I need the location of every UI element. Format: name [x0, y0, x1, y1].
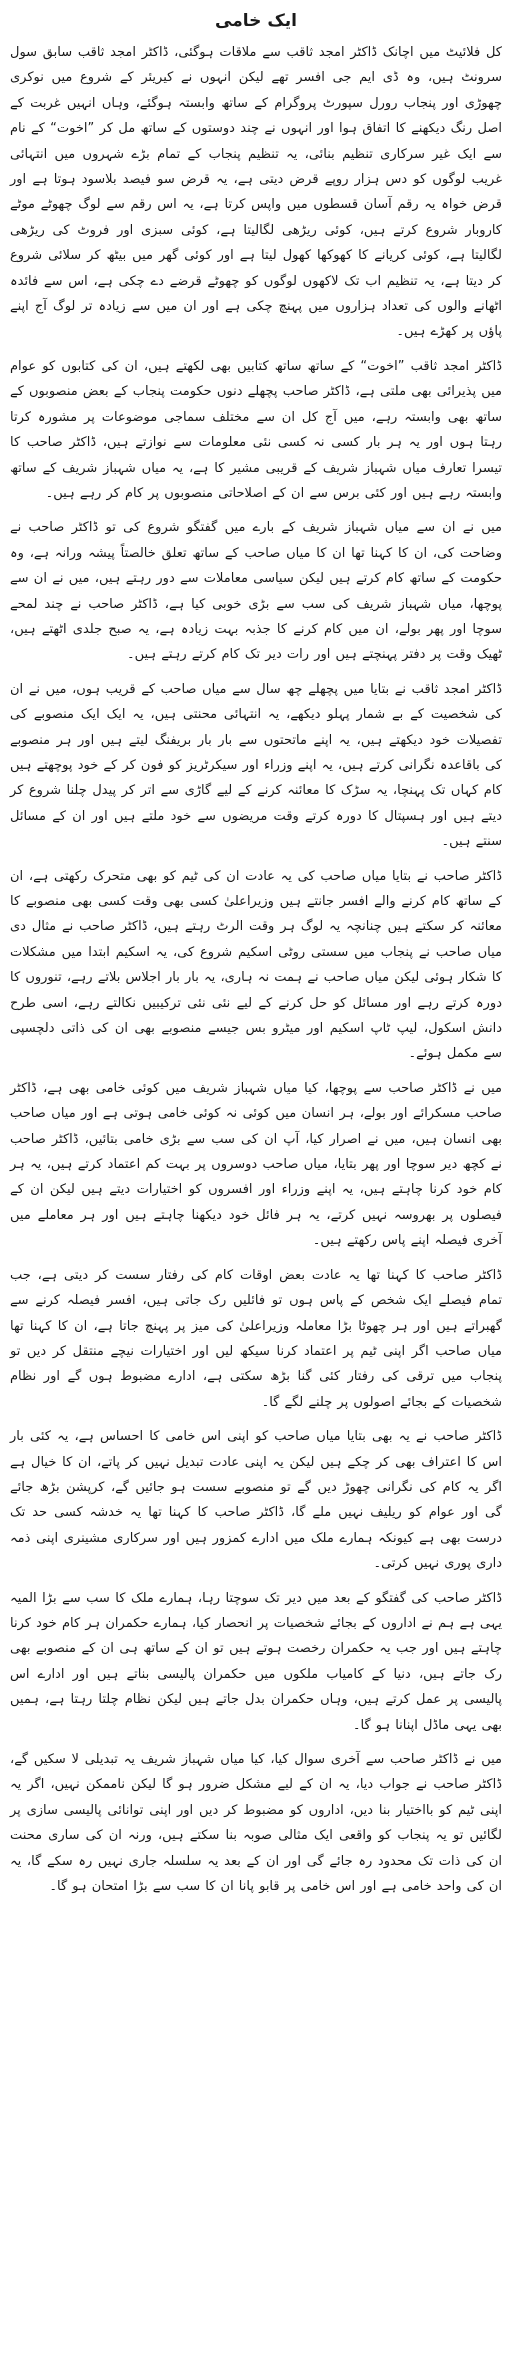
article-paragraph-1: کل فلائیٹ میں اچانک ڈاکٹر امجد ثاقب سے ملاقات ہوگئی، ڈاکٹر امجد ثاقب سابق سول سرونٹ ہیں، وہ ڈی ایم جی افسر تھے لیکن انہوں نے کیریئر کے شروع میں نوکری چھوڑی اور پنجاب رورل سپورٹ پروگرام کے ساتھ وابستہ ہوگئے، وہاں انہیں غربت کے اصل رنگ دیکھنے کا اتفاق ہوا اور انہوں نے چند دوستوں کے ساتھ مل کر ”اخوت“ کے نام سے ایک غیر سرکاری تنظیم بنائی، یہ تنظیم پنجاب کے تمام بڑے شہروں میں انتہائی غریب لوگوں کو دس ہزار روپے قرض دیتی ہے، یہ قرض سو فیصد بلاسود ہوتا ہے اور قرض خواہ یہ رقم آسان قسطوں میں واپس کرتا ہے، یہ اس رقم سے لوگ چھوٹے موٹے کاروبار شروع کرتے ہیں، کوئی ریڑھی لگالیتا ہے، کوئی سبزی اور فروٹ کی ریڑھی لگالیتا ہے، کوئی کریانے کا کھوکھا کھول لیتا ہے اور کوئی گھر میں بیٹھ کر سلائی شروع کر دیتا ہے، یہ تنظیم اب تک لاکھوں لوگوں کو چھوٹے قرضے دے چکی ہے، اس سے فائدہ اٹھانے والوں کی تعداد ہزاروں میں پہنچ چکی ہے اور ان میں سے زیادہ تر لوگ آج اپنے پاؤں پر کھڑے ہیں۔: [10, 45, 502, 340]
article-paragraph-7: ڈاکٹر صاحب کا کہنا تھا یہ عادت بعض اوقات کام کی رفتار سست کر دیتی ہے، جب تمام فیصلے ایک شخص کے پاس ہوں تو فائلیں رک جاتی ہیں، افسر فیصلہ کرنے سے گھبراتے ہیں اور ہر چھوٹا بڑا معاملہ وزیراعلیٰ کی میز پر پہنچ جاتا ہے، ان کا کہنا تھا میاں صاحب اگر اپنی ٹیم پر اعتماد کرنا سیکھ لیں اور اختیارات نیچے منتقل کر دیں تو پنجاب میں ترقی کی رفتار کئی گنا بڑھ سکتی ہے، ادارے مضبوط ہوں گے اور نظام شخصیات کے بجائے اصولوں پر چلنے لگے گا۔: [10, 1267, 502, 1410]
article-paragraph-3: میں نے ان سے میاں شہباز شریف کے بارے میں گفتگو شروع کی تو ڈاکٹر صاحب نے وضاحت کی، ان کا کہنا تھا ان کا میاں صاحب کے ساتھ تعلق خالصتاً پیشہ ورانہ ہے، وہ حکومت کے ساتھ کام کرتے ہیں لیکن سیاسی معاملات سے دور رہتے ہیں، میں نے ان سے پوچھا، میاں شہباز شریف کی سب سے بڑی خوبی کیا ہے، ڈاکٹر صاحب نے چند لمحے سوچا اور پھر بولے، ان میں کام کرنے کا جذبہ بہت زیادہ ہے، یہ صبح جلدی اٹھتے ہیں، ٹھیک وقت پر دفتر پہنچتے ہیں اور رات دیر تک کام کرتے رہتے ہیں۔: [10, 520, 502, 663]
article-title: ایک خامی: [215, 11, 297, 31]
article-paragraph-8: ڈاکٹر صاحب نے یہ بھی بتایا میاں صاحب کو اپنی اس خامی کا احساس ہے، یہ کئی بار اس کا اعتراف بھی کر چکے ہیں لیکن یہ اپنی عادت تبدیل نہیں کر پاتے، ان کا خیال ہے اگر یہ کام کی نگرانی چھوڑ دیں گے تو منصوبے سست ہو جائیں گے، کرپشن بڑھ جائے گی اور عوام کو ریلیف نہیں ملے گا، ڈاکٹر صاحب کا کہنا تھا یہ خدشہ کسی حد تک درست بھی ہے کیونکہ ہمارے ملک میں ادارے کمزور ہیں اور سرکاری مشینری اپنی ذمہ داری پوری نہیں کرتی۔: [10, 1429, 502, 1572]
article-body: [10, 40, 502, 1899]
article-paragraph-9: ڈاکٹر صاحب کی گفتگو کے بعد میں دیر تک سوچتا رہا، ہمارے ملک کا سب سے بڑا المیہ یہی ہے ہم نے اداروں کے بجائے شخصیات پر انحصار کیا، ہمارے حکمران ہر کام خود کرنا چاہتے ہیں اور جب یہ حکمران رخصت ہوتے ہیں تو ان کے ساتھ ہی ان کے منصوبے بھی رک جاتے ہیں، دنیا کے کامیاب ملکوں میں حکمران پالیسی بناتے ہیں اور ادارے اس پالیسی پر عمل کرتے ہیں، وہاں حکمران بدل جاتے ہیں لیکن نظام چلتا رہتا ہے، ہمیں بھی یہی ماڈل اپنانا ہو گا۔: [10, 1590, 502, 1733]
article-paragraph-5: ڈاکٹر صاحب نے بتایا میاں صاحب کی یہ عادت ان کی ٹیم کو بھی متحرک رکھتی ہے، ان کے ساتھ کام کرنے والے افسر جانتے ہیں وزیراعلیٰ کسی بھی وقت کسی بھی منصوبے کا معائنہ کر سکتے ہیں چنانچہ یہ لوگ ہر وقت الرٹ رہتے ہیں، ڈاکٹر صاحب نے مثال دی میاں صاحب نے پنجاب میں سستی روٹی اسکیم شروع کی، یہ اسکیم ابتدا میں مشکلات کا شکار ہوئی لیکن میاں صاحب نے ہمت نہ ہاری، یہ بار بار اجلاس بلاتے رہے، تنوروں کا دورہ کرتے رہے اور مسائل کو حل کرنے کے لیے نئی نئی ترکیبیں نکالتے رہے، اسی طرح دانش اسکول، لیپ ٹاپ اسکیم اور میٹرو بس جیسے منصوبے بھی ان کی ذاتی دلچسپی سے مکمل ہوئے۔: [10, 868, 502, 1062]
article-paragraph-2: ڈاکٹر امجد ثاقب ”اخوت“ کے ساتھ ساتھ کتابیں بھی لکھتے ہیں، ان کی کتابوں کو عوام میں پذیرائی بھی ملتی ہے، ڈاکٹر صاحب پچھلے دنوں حکومت پنجاب کے بعض منصوبوں کے ساتھ بھی وابستہ رہے، میں آج کل ان سے مختلف سماجی موضوعات پر مشورہ کرتا رہتا ہوں اور یہ ہر بار کسی نہ کسی نئی معلومات سے نوازتے ہیں، ڈاکٹر صاحب کا تیسرا تعارف میاں شہباز شریف کے قریبی مشیر کا ہے، یہ میاں شہباز شریف کے ساتھ وابستہ رہے ہیں اور کئی برس سے ان کے اصلاحاتی منصوبوں پر کام کر رہے ہیں۔: [10, 358, 502, 501]
article-paragraph-10: میں نے ڈاکٹر صاحب سے آخری سوال کیا، کیا میاں شہباز شریف یہ تبدیلی لا سکیں گے، ڈاکٹر صاحب نے جواب دیا، یہ ان کے لیے مشکل ضرور ہو گا لیکن ناممکن نہیں، اگر یہ اپنی ٹیم کو بااختیار بنا دیں، اداروں کو مضبوط کر دیں اور اپنی توانائی پالیسی سازی پر لگائیں تو یہ پنجاب کو واقعی ایک مثالی صوبہ بنا سکتے ہیں، ورنہ ان کی ساری محنت ان کی ذات تک محدود رہ جائے گی اور ان کے بعد یہ سلسلہ جاری نہیں رہ سکے گا، یہ ان کی واحد خامی ہے اور اس خامی پر قابو پانا ان کا سب سے بڑا امتحان ہو گا۔: [10, 1752, 502, 1895]
article-paragraph-4: ڈاکٹر امجد ثاقب نے بتایا میں پچھلے چھ سال سے میاں صاحب کے قریب ہوں، میں نے ان کی شخصیت کے بے شمار پہلو دیکھے، یہ انتہائی محنتی ہیں، یہ ایک ایک منصوبے کی تفصیلات خود دیکھتے ہیں، یہ اپنے ماتحتوں سے بار بار بریفنگ لیتے ہیں اور ہر منصوبے کی باقاعدہ نگرانی کرتے ہیں، یہ اپنے وزراء اور سیکرٹریز کو فون کر کے خود پوچھتے ہیں کام کہاں تک پہنچا، یہ سڑک کا معائنہ کرنے کے لیے گاڑی سے اتر کر پیدل چلنا شروع کر دیتے ہیں اور ہسپتال کا دورہ کرتے وقت مریضوں سے خود ملتے ہیں اور ان کے مسائل سنتے ہیں۔: [10, 681, 502, 850]
article-paragraph-6: میں نے ڈاکٹر صاحب سے پوچھا، کیا میاں شہباز شریف میں کوئی خامی بھی ہے، ڈاکٹر صاحب مسکرائے اور بولے، ہر انسان میں کوئی نہ کوئی خامی ہوتی ہے اور میاں صاحب بھی انسان ہیں، میں نے اصرار کیا، آپ ان کی سب سے بڑی خامی بتائیں، ڈاکٹر صاحب نے کچھ دیر سوچا اور پھر بتایا، میاں صاحب دوسروں پر بہت کم اعتماد کرتے ہیں، یہ ہر کام خود کرنا چاہتے ہیں، یہ اپنے وزراء اور افسروں کو اختیارات دیتے ہیں لیکن ان کے فیصلوں پر بھروسہ نہیں کرتے، یہ ہر فائل خود دیکھنا چاہتے ہیں اور ہر معاملے میں آخری فیصلہ اپنے پاس رکھتے ہیں۔: [10, 1080, 502, 1249]
